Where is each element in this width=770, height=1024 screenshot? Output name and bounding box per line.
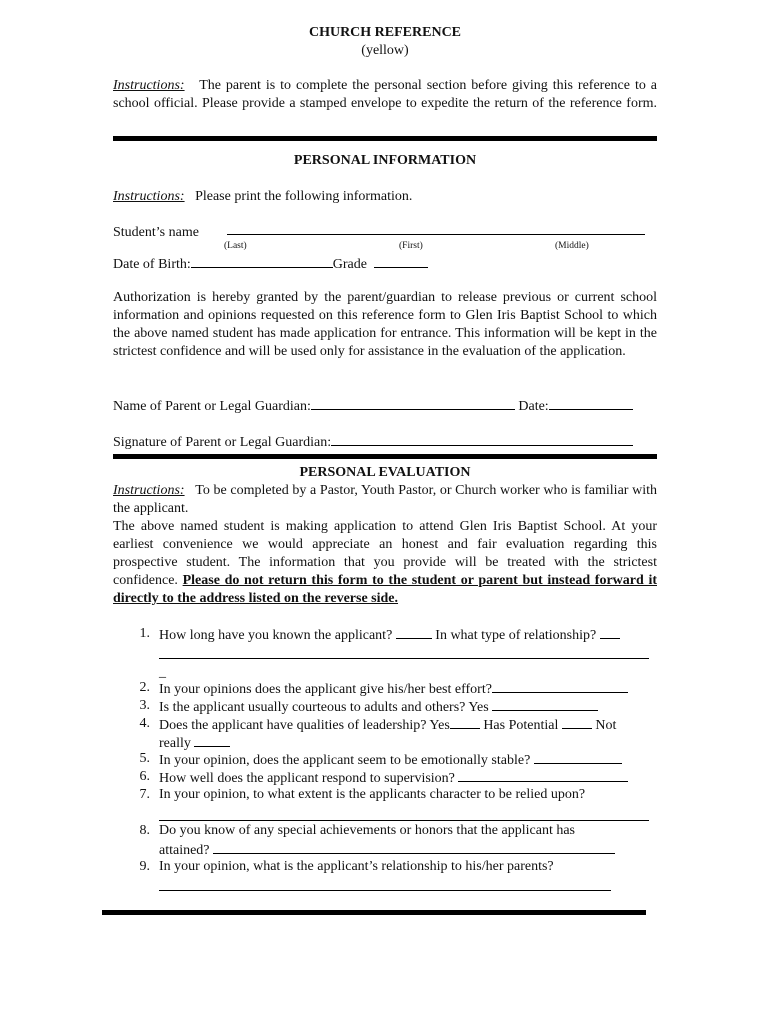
question-number: 8.: [139, 823, 150, 838]
question-text: In what type of relationship?: [435, 628, 597, 643]
best-effort-field[interactable]: [492, 679, 628, 693]
dob-grade-row: [113, 254, 428, 274]
evaluation-body-text: The above named student is making application to attend Glen Iris Baptist School. At your earliest convenience we would appreciate an honest and fair evaluation regarding this prospective student. The information that you provide will be treated with the strictest confidence.: [113, 519, 657, 588]
form-subtitle: (yellow): [361, 43, 409, 58]
question-6: [159, 768, 628, 788]
known-duration-field[interactable]: [396, 625, 432, 639]
instructions-text: To be completed by a Pastor, Youth Pastor, or Church worker who is familiar with the applicant.: [113, 483, 657, 516]
evaluation-body: [113, 518, 657, 608]
question-text: In your opinion, does the applicant seem to be emotionally stable?: [159, 753, 531, 768]
question-number: 1.: [139, 626, 150, 641]
question-text: really: [159, 736, 191, 751]
question-8-continued: [159, 840, 615, 860]
question-number: 5.: [139, 751, 150, 766]
leadership-potential-field[interactable]: [562, 715, 592, 729]
question-text: attained?: [159, 843, 210, 858]
question-number: 3.: [139, 698, 150, 713]
date-label: Date:: [518, 399, 549, 414]
emotional-stability-field[interactable]: [534, 750, 622, 764]
question-number: 9.: [139, 859, 150, 874]
date-field[interactable]: [549, 396, 633, 410]
question-4: [159, 715, 616, 735]
answer-line[interactable]: [159, 820, 649, 821]
authorization-text: Authorization is hereby granted by the parent/guardian to release previous or current school information and opinions requested on this reference form to Glen Iris Baptist School to which the above named student has made application for entrance. This information will be kept in the strictest confidence and will be used only for assistance in the evaluation of the application.: [113, 290, 657, 359]
signature-row: [113, 432, 633, 452]
supervision-field[interactable]: [458, 768, 628, 782]
parent-name-row: [113, 396, 633, 416]
middle-name-caption: (Middle): [555, 241, 589, 251]
form-title: CHURCH REFERENCE: [308, 25, 462, 40]
first-name-caption: (First): [399, 241, 423, 251]
achievements-field[interactable]: [213, 840, 615, 854]
question-number: 6.: [139, 769, 150, 784]
evaluation-instructions: [113, 482, 657, 518]
question-8: Do you know of any special achievements or honors that the applicant has: [159, 823, 575, 838]
return-instructions: Please do not return this form to the student or parent but instead forward it directly to the address listed on the reverse side.: [113, 573, 657, 606]
personal-info-instructions: [113, 188, 412, 206]
grade-label: Grade: [332, 257, 367, 272]
answer-line[interactable]: [159, 658, 649, 659]
line-remnant: _: [159, 665, 166, 680]
question-number: 4.: [139, 716, 150, 731]
question-3: [159, 697, 598, 717]
instructions-label: Instructions:: [113, 78, 185, 93]
personal-information-heading: PERSONAL INFORMATION: [293, 153, 477, 168]
header-instructions: [113, 77, 657, 113]
page-end-rule: [102, 910, 646, 915]
parent-name-field[interactable]: [311, 396, 515, 410]
parent-name-label: Name of Parent or Legal Guardian:: [113, 399, 311, 414]
question-number: 7.: [139, 787, 150, 802]
dob-field[interactable]: [191, 254, 333, 268]
question-text: Has Potential: [483, 718, 559, 733]
question-9: In your opinion, what is the applicant’s relationship to his/her parents?: [159, 859, 554, 874]
student-name-label: Student’s name: [113, 225, 199, 240]
last-name-caption: (Last): [224, 241, 247, 251]
question-number: 2.: [139, 680, 150, 695]
question-text: How well does the applicant respond to supervision?: [159, 771, 455, 786]
leadership-yes-field[interactable]: [450, 715, 480, 729]
section-divider: [113, 136, 657, 141]
instructions-label: Instructions:: [113, 483, 185, 498]
signature-label: Signature of Parent or Legal Guardian:: [113, 435, 332, 450]
instructions-label: Instructions:: [113, 189, 185, 204]
courteous-field[interactable]: [492, 697, 598, 711]
signature-field[interactable]: [331, 432, 633, 446]
question-5: [159, 750, 622, 770]
question-text: Is the applicant usually courteous to adults and others? Yes: [159, 700, 489, 715]
question-text: Not: [595, 718, 617, 733]
grade-field[interactable]: [374, 254, 428, 268]
question-text: Does the applicant have qualities of leadership? Yes: [159, 718, 450, 733]
section-divider: [113, 454, 657, 459]
instructions-text: Please print the following information.: [195, 189, 413, 204]
relationship-field[interactable]: [600, 625, 620, 639]
student-name-field[interactable]: [227, 234, 645, 235]
question-1: [159, 625, 620, 645]
question-2: [159, 679, 628, 699]
answer-line[interactable]: [159, 890, 611, 891]
personal-evaluation-heading: PERSONAL EVALUATION: [299, 465, 471, 480]
leadership-not-really-field[interactable]: [194, 733, 230, 747]
question-text: How long have you known the applicant?: [159, 628, 393, 643]
question-7: In your opinion, to what extent is the applicants character to be relied upon?: [159, 787, 586, 802]
dob-label: Date of Birth:: [113, 257, 191, 272]
question-text: In your opinions does the applicant give his/her best effort?: [159, 682, 492, 697]
instructions-text: The parent is to complete the personal section before giving this reference to a school official. Please provide a stamped envelope to expedite the return of the reference form.: [113, 78, 658, 111]
